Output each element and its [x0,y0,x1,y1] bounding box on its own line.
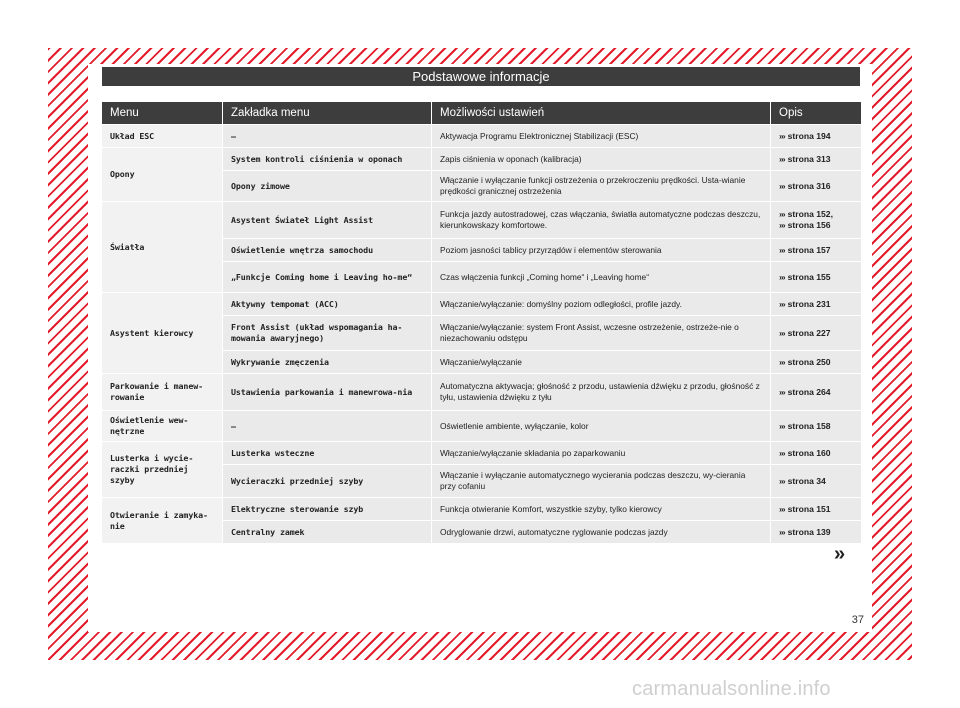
options-cell: Funkcja jazdy autostradowej, czas włączania, światła automatyczne podczas deszczu, kierunkowskazy komfortowe. [432,202,770,238]
reference-arrow-icon: ››› [779,327,785,338]
menu-cell: Układ ESC [102,125,222,147]
options-cell: Poziom jasności tablicy przyrządów i elementów sterowania [432,239,770,261]
settings-table [101,101,862,544]
tab-cell: Opony zimowe [223,171,431,201]
reference-arrow-icon: ››› [779,130,785,141]
page-reference[interactable]: ››› strona 34 [771,465,861,497]
options-cell: Funkcja otwieranie Komfort, wszystkie szyby, tylko kierowcy [432,498,770,520]
reference-arrow-icon: ››› [779,180,785,191]
reference-arrow-icon: ››› [779,298,785,309]
reference-arrow-icon: ››› [779,503,785,514]
tab-cell: Centralny zamek [223,521,431,543]
page-reference[interactable]: ››› strona 250 [771,351,861,373]
menu-cell: Otwieranie i zamyka-nie [102,498,222,543]
continue-arrow-icon[interactable]: » [834,543,846,565]
page-reference[interactable]: ››› strona 231 [771,293,861,315]
page-reference[interactable]: ››› strona 227 [771,316,861,350]
options-cell: Oświetlenie ambiente, wyłączanie, kolor [432,411,770,441]
tab-cell: Wykrywanie zmęczenia [223,351,431,373]
page-reference[interactable]: ››› strona 151 [771,498,861,520]
menu-cell: Opony [102,148,222,201]
page-reference[interactable]: ››› strona 155 [771,262,861,292]
page-reference[interactable]: ››› strona 264 [771,374,861,410]
page-reference[interactable]: ››› strona 157 [771,239,861,261]
page-reference[interactable]: ››› strona 194 [771,125,861,147]
reference-arrow-icon: ››› [779,526,785,537]
tab-cell: Ustawienia parkowania i manewrowa-nia [223,374,431,410]
tab-cell: Asystent Świateł Light Assist [223,202,431,238]
page-reference[interactable]: ››› strona 313 [771,148,861,170]
options-cell: Włączanie/wyłączanie: domyślny poziom odległości, profile jazdy. [432,293,770,315]
options-cell: Włączanie/wyłączanie [432,351,770,373]
options-cell: Włączanie/wyłączanie: system Front Assist, wczesne ostrzeżenie, ostrzeże-nie o niezachowaniu odstępu [432,316,770,350]
column-header-description: Opis [771,102,861,124]
menu-cell: Asystent kierowcy [102,293,222,373]
table-row [102,148,861,170]
reference-arrow-icon: ››› [779,244,785,255]
menu-cell: Oświetlenie wew-nętrzne [102,411,222,441]
reference-arrow-icon: ››› [779,475,785,486]
tab-cell: – [223,411,431,441]
page-reference[interactable]: ››› strona 158 [771,411,861,441]
tab-cell: Wycieraczki przedniej szyby [223,465,431,497]
page-reference[interactable]: ››› strona 152, ››› strona 156 [771,202,861,238]
reference-arrow-icon: ››› [779,153,785,164]
options-cell: Włączanie/wyłączanie składania po zaparkowaniu [432,442,770,464]
tab-cell: Elektryczne sterowanie szyb [223,498,431,520]
menu-cell: Lusterka i wycie-raczki przedniej szyby [102,442,222,497]
reference-arrow-icon: ››› [779,271,785,282]
options-cell: Włączanie i wyłączanie automatycznego wycierania podczas deszczu, wy-cierania przy cofaniu [432,465,770,497]
settings-table-wrap [102,101,860,544]
table-row [102,293,861,315]
page-reference[interactable]: ››› strona 139 [771,521,861,543]
tab-cell: Oświetlenie wnętrza samochodu [223,239,431,261]
reference-arrow-icon: ››› [779,386,785,397]
page-reference[interactable]: ››› strona 160 [771,442,861,464]
table-header-row [102,102,861,124]
tab-cell: – [223,125,431,147]
column-header-options: Możliwości ustawień [432,102,770,124]
reference-arrow-icon: ››› [779,420,785,431]
reference-arrow-icon: ››› [779,447,785,458]
menu-cell: Światła [102,202,222,292]
tab-cell: Aktywny tempomat (ACC) [223,293,431,315]
options-cell: Aktywacja Programu Elektronicznej Stabilizacji (ESC) [432,125,770,147]
page [88,64,872,632]
options-cell: Odryglowanie drzwi, automatyczne ryglowanie podczas jazdy [432,521,770,543]
column-header-tab: Zakładka menu [223,102,431,124]
tab-cell: Front Assist (układ wspomagania ha-mowania awaryjnego) [223,316,431,350]
options-cell: Czas włączenia funkcji „Coming home“ i „Leaving home“ [432,262,770,292]
page-reference[interactable]: ››› strona 316 [771,171,861,201]
table-row [102,374,861,410]
table-row [102,442,861,464]
options-cell: Zapis ciśnienia w oponach (kalibracja) [432,148,770,170]
table-row [102,202,861,238]
page-number: 37 [851,614,864,626]
column-header-menu: Menu [102,102,222,124]
options-cell: Automatyczna aktywacja; głośność z przodu, ustawienia dźwięku z przodu, głośność z tyłu, ustawienia dźwięku z tyłu [432,374,770,410]
table-row [102,125,861,147]
reference-arrow-icon: ››› [779,220,785,230]
menu-cell: Parkowanie i manew-rowanie [102,374,222,410]
table-row [102,411,861,441]
watermark: carmanualsonline.info [632,678,831,700]
tab-cell: Lusterka wsteczne [223,442,431,464]
page-title: Podstawowe informacje [102,67,860,86]
table-row [102,498,861,520]
reference-arrow-icon: ››› [779,356,785,367]
reference-arrow-icon: ››› [779,209,785,219]
tab-cell: „Funkcje Coming home i Leaving ho-me“ [223,262,431,292]
options-cell: Włączanie i wyłączanie funkcji ostrzeżenia o przekroczeniu prędkości. Usta-wianie prędkości granicznej ostrzeżenia [432,171,770,201]
tab-cell: System kontroli ciśnienia w oponach [223,148,431,170]
